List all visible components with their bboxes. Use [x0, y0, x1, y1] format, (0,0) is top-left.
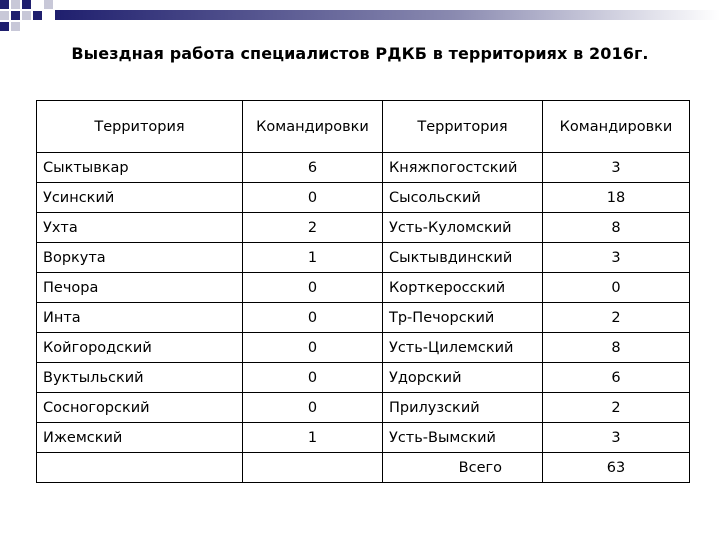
- trips-2-cell: 18: [543, 183, 690, 213]
- trips-1-cell: 1: [243, 423, 383, 453]
- trips-1-cell: 0: [243, 393, 383, 423]
- total-value: 63: [543, 453, 690, 483]
- territory-1-cell: Инта: [37, 303, 243, 333]
- territory-1-cell: Усинский: [37, 183, 243, 213]
- table-row: [37, 303, 690, 333]
- deco-square: [0, 0, 9, 9]
- trips-1-cell: 1: [243, 243, 383, 273]
- territory-1-cell: Вуктыльский: [37, 363, 243, 393]
- trips-2-cell: 2: [543, 393, 690, 423]
- territory-2-cell: Прилузский: [383, 393, 543, 423]
- trips-2-cell: 2: [543, 303, 690, 333]
- trips-2-cell: 3: [543, 243, 690, 273]
- trips-2-cell: 6: [543, 363, 690, 393]
- territory-1-cell: Ижемский: [37, 423, 243, 453]
- trips-1-cell: 0: [243, 273, 383, 303]
- table-row: [37, 393, 690, 423]
- deco-square: [11, 22, 20, 31]
- deco-square: [22, 11, 31, 20]
- header-trips-2: Командировки: [543, 101, 690, 153]
- territory-2-cell: Сыктывдинский: [383, 243, 543, 273]
- territory-1-cell: Ухта: [37, 213, 243, 243]
- table-row: [37, 363, 690, 393]
- trips-1-cell: 0: [243, 363, 383, 393]
- trips-2-cell: 0: [543, 273, 690, 303]
- territory-1-cell: Печора: [37, 273, 243, 303]
- table-row: [37, 273, 690, 303]
- territory-2-cell: Усть-Цилемский: [383, 333, 543, 363]
- territory-1-cell: Койгородский: [37, 333, 243, 363]
- decorative-header: [0, 0, 720, 36]
- empty-cell: [37, 453, 243, 483]
- table-row: [37, 243, 690, 273]
- table-row: [37, 183, 690, 213]
- territory-2-cell: Удорский: [383, 363, 543, 393]
- trips-2-cell: 3: [543, 153, 690, 183]
- table-body: [37, 153, 690, 453]
- trips-2-cell: 8: [543, 333, 690, 363]
- deco-square: [22, 0, 31, 9]
- territory-1-cell: Сыктывкар: [37, 153, 243, 183]
- deco-square: [0, 11, 9, 20]
- header-territory-2: Территория: [383, 101, 543, 153]
- trips-1-cell: 6: [243, 153, 383, 183]
- territory-2-cell: Тр-Печорский: [383, 303, 543, 333]
- table-header-row: [37, 101, 690, 153]
- territory-1-cell: Сосногорский: [37, 393, 243, 423]
- deco-square: [11, 0, 20, 9]
- deco-square: [44, 0, 53, 9]
- trips-1-cell: 2: [243, 213, 383, 243]
- trips-2-cell: 3: [543, 423, 690, 453]
- empty-cell: [243, 453, 383, 483]
- trips-2-cell: 8: [543, 213, 690, 243]
- trips-table: [36, 100, 690, 483]
- deco-fade-bar: [55, 10, 720, 20]
- table-row: [37, 333, 690, 363]
- territory-2-cell: Корткеросский: [383, 273, 543, 303]
- header-trips-1: Командировки: [243, 101, 383, 153]
- trips-1-cell: 0: [243, 333, 383, 363]
- territory-1-cell: Воркута: [37, 243, 243, 273]
- territory-2-cell: Усть-Вымский: [383, 423, 543, 453]
- page-title: Выездная работа специалистов РДКБ в территориях в 2016г.: [71, 44, 649, 63]
- deco-square: [33, 11, 42, 20]
- trips-1-cell: 0: [243, 303, 383, 333]
- table-row: [37, 153, 690, 183]
- trips-1-cell: 0: [243, 183, 383, 213]
- table-row: [37, 213, 690, 243]
- territory-2-cell: Княжпогостский: [383, 153, 543, 183]
- total-label: Всего: [383, 453, 543, 483]
- deco-square: [11, 11, 20, 20]
- deco-square: [0, 22, 9, 31]
- territory-2-cell: Сысольский: [383, 183, 543, 213]
- table-row: [37, 423, 690, 453]
- territory-2-cell: Усть-Куломский: [383, 213, 543, 243]
- total-row: [37, 453, 690, 483]
- header-territory-1: Территория: [37, 101, 243, 153]
